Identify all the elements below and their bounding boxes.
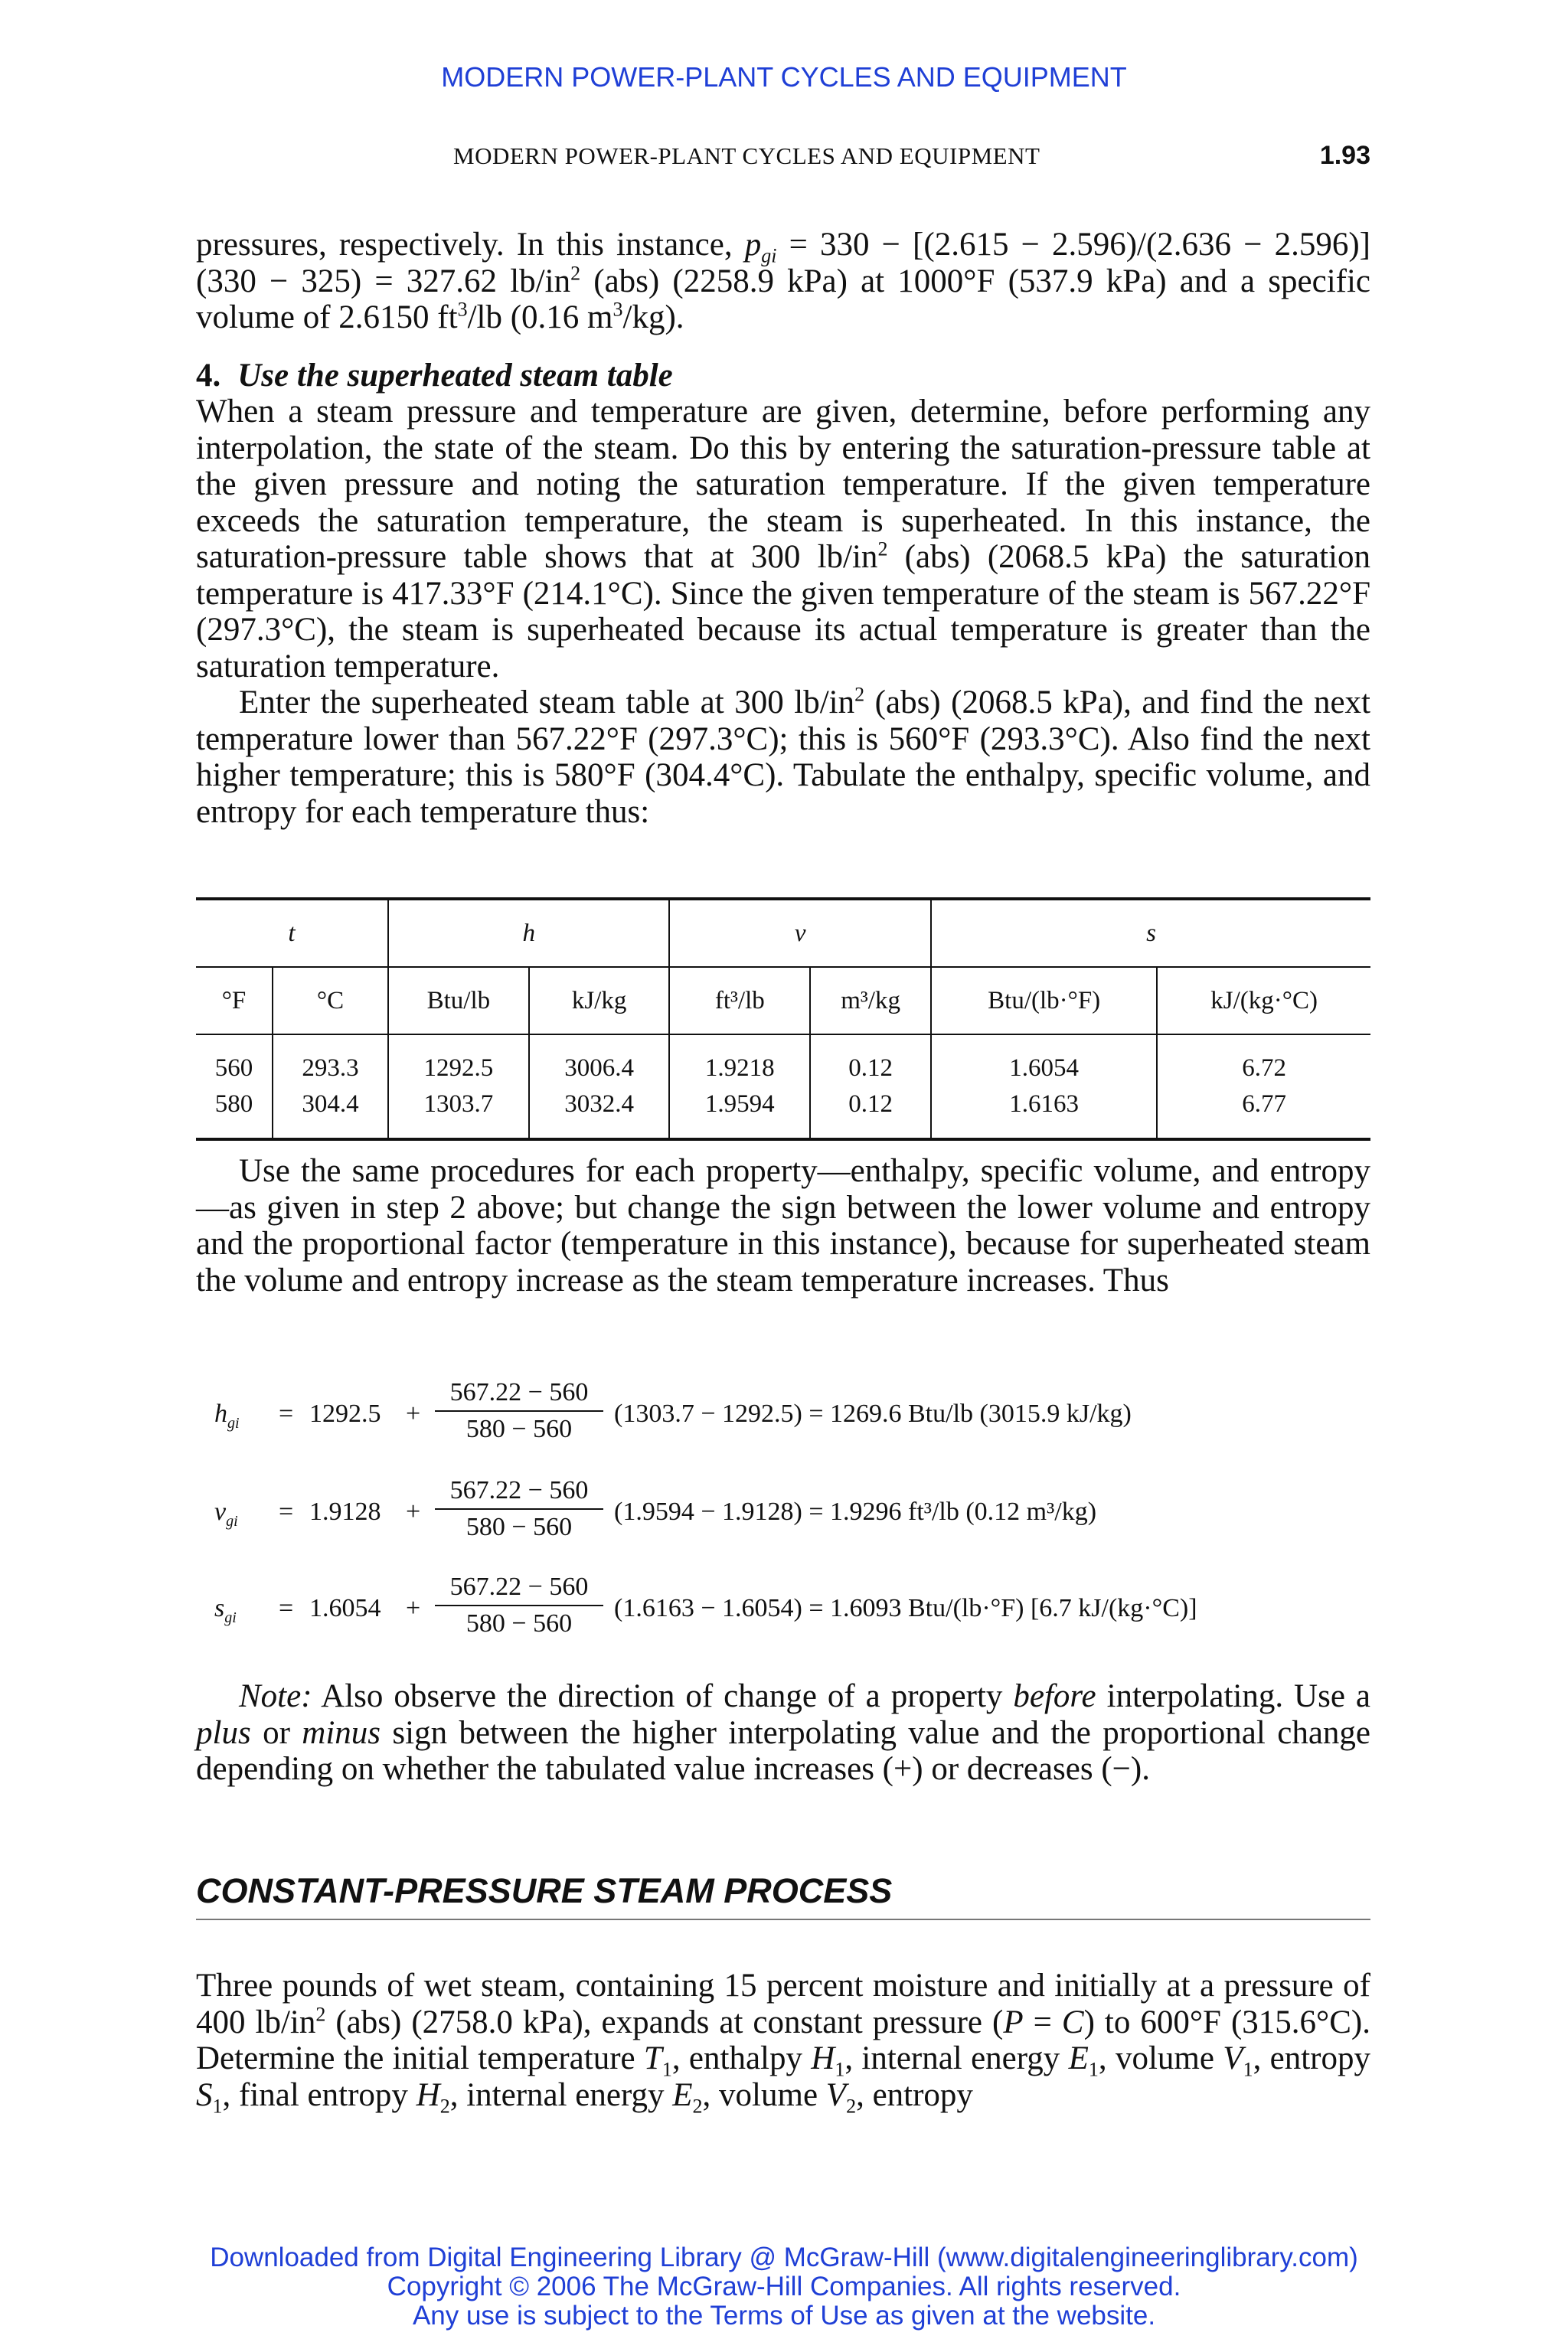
table-cell: 580 (196, 1086, 273, 1139)
paragraph-problem: Three pounds of wet steam, containing 15 percent moisture and initially at a pressure of 400 $lb/in^2$ (abs) (2758.0 kPa), expands at constant pressure (P = C) to 600°F (315.6°C). Determine the initial temperature $T_1$, enthalpy $H_1$, internal energy $E_1$, volume $V_1$, entropy $S_1$, final entropy $H_2$, internal energy $E_2$, volume $V_2$, entropy (196, 1968, 1370, 2118)
equation-lhs: $v_{gi}$ (214, 1498, 238, 1530)
table-cell: 1.9594 (669, 1086, 810, 1139)
equation-result: (1.6163 − 1.6054) = 1.6093 Btu/(lb·°F) [6.7 kJ/(kg·°C)] (614, 1594, 1197, 1622)
banner: MODERN POWER-PLANT CYCLES AND EQUIPMENT (441, 61, 1127, 93)
running-head: MODERN POWER-PLANT CYCLES AND EQUIPMENT (453, 142, 1040, 169)
equals-sign: = (279, 1498, 294, 1526)
table-cell: 1.6163 (931, 1086, 1157, 1139)
equation-base: 1.9128 (309, 1498, 381, 1526)
plus-sign: + (406, 1594, 421, 1622)
page-number: 1.93 (1319, 141, 1370, 170)
group-header-s: s (1146, 919, 1156, 947)
unit-header: kJ/kg (529, 967, 670, 1034)
unit-header: kJ/(kg·°C) (1157, 967, 1370, 1034)
equation-volume (214, 1476, 1363, 1545)
plus-sign: + (406, 1498, 421, 1526)
table-cell: 6.77 (1242, 1090, 1287, 1118)
steam-property-table (196, 897, 1370, 1141)
equation-lhs: $h_{gi}$ (214, 1400, 240, 1432)
footer-terms: Any use is subject to the Terms of Use as given at the website. (412, 2301, 1156, 2331)
unit-header: m³/kg (810, 967, 931, 1034)
table-cell: 6.72 (1242, 1054, 1287, 1082)
fraction: $\frac{567.22 - 560}{580 - 560}$ (435, 1476, 603, 1542)
paragraph-procedures: Use the same procedures for each property—enthalpy, specific volume, and entropy—as given in step 2 above; but change the sign between the lower volume and entropy and the proportional factor (temperature in this instance), because for superheated steam the volume and entropy increase as the steam temperature increases. Thus (196, 1153, 1370, 1298)
body-text-bottom (196, 1968, 1370, 2118)
fraction: $\frac{567.22 - 560}{580 - 560}$ (435, 1573, 603, 1638)
equation-result: (1303.7 − 1292.5) = 1269.6 Btu/lb (3015.9 kJ/kg) (614, 1400, 1132, 1428)
table-row (196, 1086, 1370, 1139)
table-cell: 0.12 (810, 1086, 931, 1139)
note-paragraph: Note: Also observe the direction of change of a property before interpolating. Use a plus or minus sign between the higher interpolating value and the proportional change depending on whether the tabulated value increases (+) or decreases (−). (196, 1678, 1370, 1787)
equals-sign: = (279, 1400, 294, 1428)
group-header-v: v (669, 899, 931, 967)
plus-sign: + (406, 1400, 421, 1428)
fraction: $\frac{567.22 - 560}{580 - 560}$ (435, 1378, 603, 1444)
table-cell: 560 (196, 1034, 273, 1086)
table-cell: 1.6054 (931, 1034, 1157, 1086)
paragraph-step4: When a steam pressure and temperature are given, determine, before performing any interpolation, the state of the steam. Do this by entering the saturation-pressure table at the given pressure and noting the saturation temperature. If the given temperature exceeds the saturation temperature, the steam is superheated. In this instance, the saturation-pressure table shows that at 300 $lb/in^2$ (abs) (2068.5 kPa) the saturation temperature is 417.33°F (214.1°C). Since the given temperature of the steam is 567.22°F (297.3°C), the steam is superheated because its actual temperature is greater than the saturation temperature. (196, 394, 1370, 684)
group-header-h: h (388, 899, 669, 967)
table-cell: 0.12 (810, 1034, 931, 1086)
body-text-note (196, 1678, 1370, 1788)
unit-header: °F (196, 967, 273, 1034)
group-header-t: t (196, 899, 388, 967)
equation-result: (1.9594 − 1.9128) = 1.9296 ft³/lb (0.12 m³/kg) (614, 1498, 1097, 1526)
table-cell: 293.3 (273, 1034, 388, 1086)
table-cell: 1.9218 (669, 1034, 810, 1086)
paragraph-enter-table: Enter the superheated steam table at 300 $lb/in^2$ (abs) (2068.5 kPa), and find the next temperature lower than 567.22°F (297.3°C); this is 560°F (293.3°C). Also find the next higher temperature; this is 580°F (304.4°C). Tabulate the enthalpy, specific volume, and entropy for each temperature thus: (196, 683, 1370, 830)
section-title: CONSTANT-PRESSURE STEAM PROCESS (196, 1871, 1370, 1920)
table-row (196, 1034, 1370, 1086)
footer-download-link[interactable]: Downloaded from Digital Engineering Library @ McGraw-Hill (www.digitalengineeringlibrary.com) (210, 2243, 1358, 2272)
unit-header: Btu/lb (388, 967, 529, 1034)
equation-entropy (214, 1573, 1363, 1642)
equation-enthalpy (214, 1378, 1363, 1447)
unit-header: Btu/(lb·°F) (931, 967, 1157, 1034)
paragraph-pressures: pressures, respectively. In this instance, $p_{gi} = 330 - [(2.615 - 2.596)/(2.636 - 2.596)](330 - 325) = 327.62$ $lb/in^2$ (abs) (2258.9 kPa) at 1000°F (537.9 kPa) and a specific volume of 2.6150 $ft^3/lb$ (0.16 $m^3/kg$). (196, 227, 1370, 335)
step-heading: 4. Use the superheated steam table (196, 357, 673, 394)
table-cell: 304.4 (273, 1086, 388, 1139)
table-cell: 1292.5 (388, 1034, 529, 1086)
equation-base: 1.6054 (309, 1594, 381, 1622)
equals-sign: = (279, 1594, 294, 1622)
unit-header: ft³/lb (669, 967, 810, 1034)
table-cell: 3032.4 (529, 1086, 670, 1139)
body-text-mid (196, 1153, 1370, 1298)
body-text-top (196, 227, 1370, 830)
equation-base: 1292.5 (309, 1400, 381, 1428)
footer-copyright: Copyright © 2006 The McGraw-Hill Companies. All rights reserved. (387, 2272, 1181, 2301)
unit-header: °C (273, 967, 388, 1034)
table-cell: 1303.7 (388, 1086, 529, 1139)
table-cell: 3006.4 (529, 1034, 670, 1086)
equation-lhs: $s_{gi}$ (214, 1594, 237, 1626)
footer (0, 2243, 1568, 2331)
